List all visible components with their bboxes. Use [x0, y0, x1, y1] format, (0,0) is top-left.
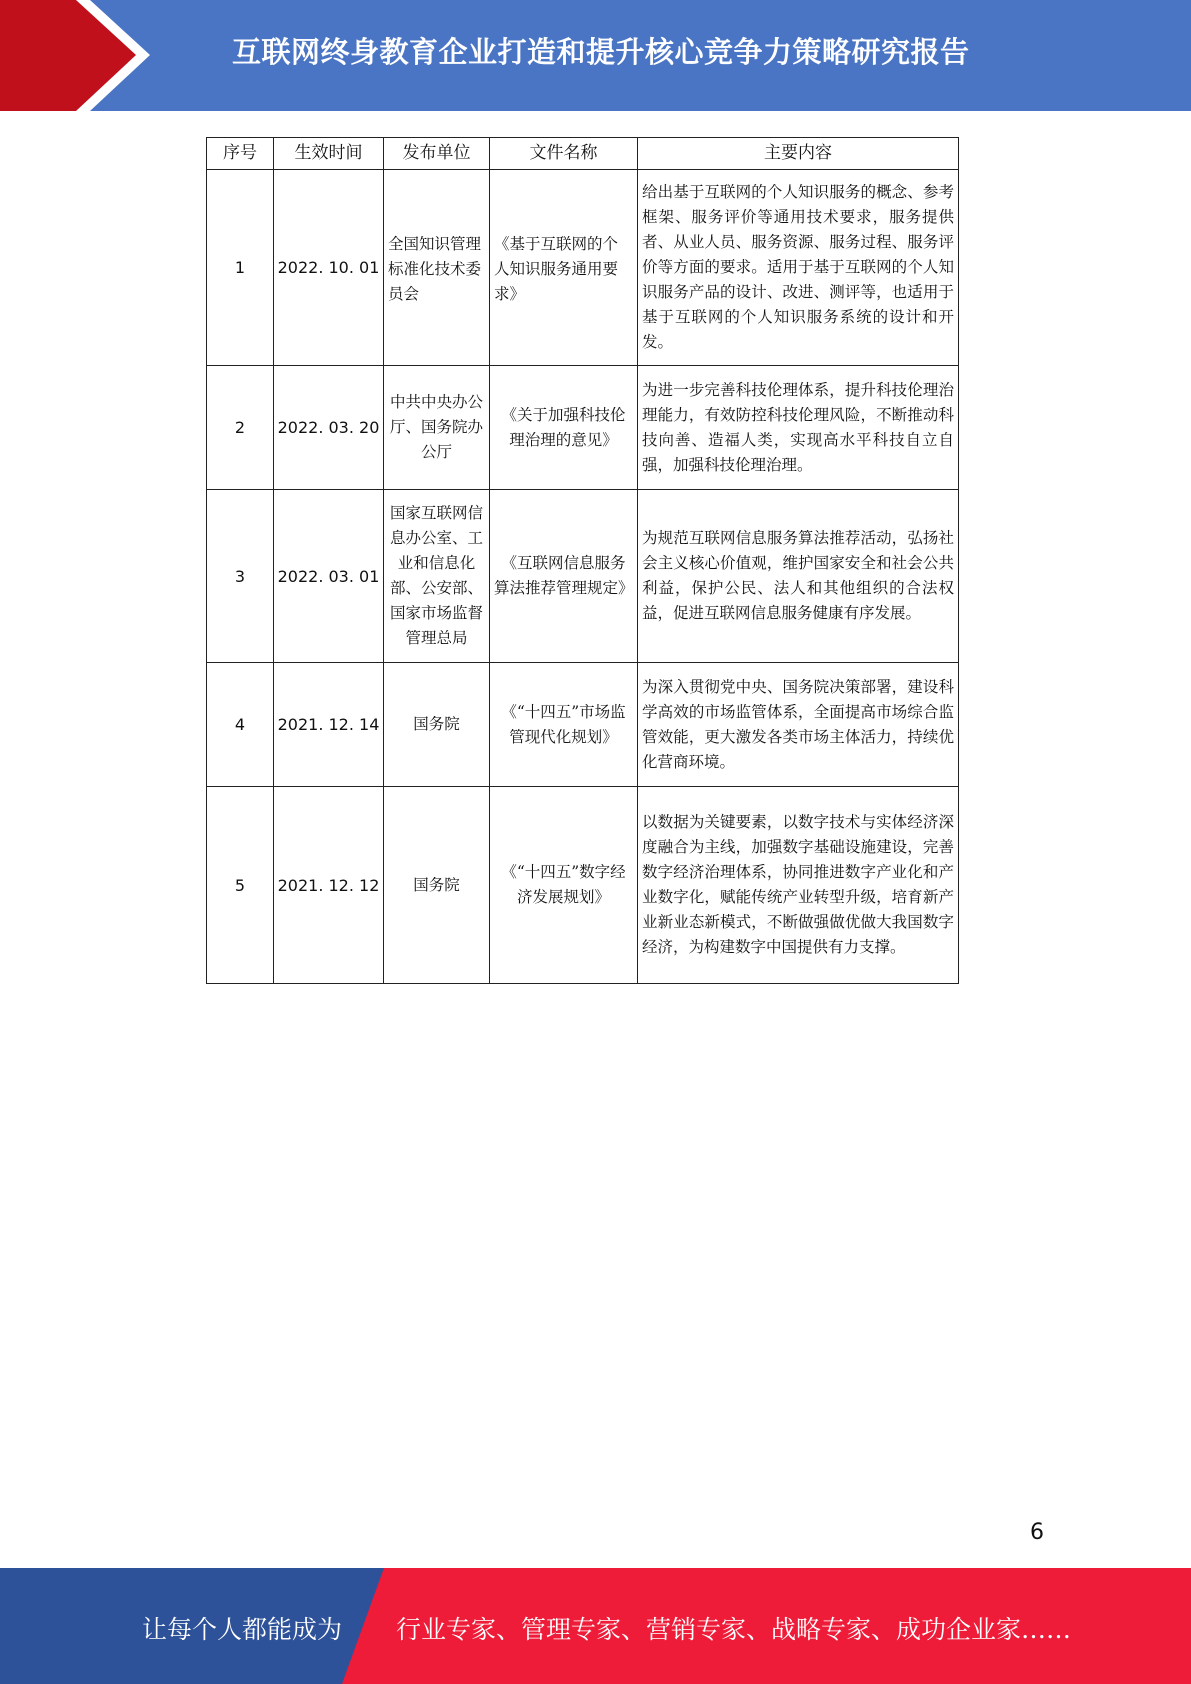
row-content: 给出基于互联网的个人知识服务的概念、参考框架、服务评价等通用技术要求，服务提供者、从业人员、服务资源、服务过程、服务评价等方面的要求。适用于基于互联网的个人知识服务产品的设计、改进、测评等，也适用于基于互联网的个人知识服务系统的设计和开发。	[638, 170, 959, 366]
row-content: 为规范互联网信息服务算法推荐活动，弘扬社会主义核心价值观，维护国家安全和社会公共利益，保护公民、法人和其他组织的合法权益，促进互联网信息服务健康有序发展。	[638, 490, 959, 663]
row-date: 2021. 12. 14	[274, 663, 384, 787]
page-number: 6	[1030, 1520, 1044, 1545]
row-doc-title: 《关于加强科技伦理治理的意见》	[490, 366, 638, 490]
report-title: 互联网终身教育企业打造和提升核心竞争力策略研究报告	[232, 35, 970, 69]
header-cell-no: 序号	[207, 138, 274, 170]
table-row	[207, 366, 959, 490]
row-number: 5	[207, 787, 274, 984]
row-doc-title: 《互联网信息服务算法推荐管理规定》	[490, 490, 638, 663]
table-row	[207, 170, 959, 366]
footer-slogan-left: 让每个人都能成为	[142, 1615, 343, 1644]
table-row	[207, 787, 959, 984]
row-issuer: 国务院	[384, 787, 490, 984]
header-cell-issuer: 发布单位	[384, 138, 490, 170]
row-number: 3	[207, 490, 274, 663]
row-issuer: 国家互联网信息办公室、工业和信息化部、公安部、国家市场监督管理总局	[384, 490, 490, 663]
row-content: 为深入贯彻党中央、国务院决策部署，建设科学高效的市场监管体系，全面提高市场综合监管效能，更大激发各类市场主体活力，持续优化营商环境。	[638, 663, 959, 787]
footer-slogan-right: 行业专家、管理专家、营销专家、战略专家、成功企业家……	[396, 1615, 1072, 1644]
header-cell-date: 生效时间	[274, 138, 384, 170]
header-cell-content: 主要内容	[638, 138, 959, 170]
row-issuer: 中共中央办公厅、国务院办公厅	[384, 366, 490, 490]
row-date: 2022. 10. 01	[274, 170, 384, 366]
row-number: 2	[207, 366, 274, 490]
table-row	[207, 490, 959, 663]
page-footer	[0, 1568, 1191, 1684]
row-number: 4	[207, 663, 274, 787]
page-header	[0, 0, 1191, 111]
row-content: 为进一步完善科技伦理体系，提升科技伦理治理能力，有效防控科技伦理风险，不断推动科技向善、造福人类，实现高水平科技自立自强，加强科技伦理治理。	[638, 366, 959, 490]
row-doc-title: 《“十四五”市场监管现代化规划》	[490, 663, 638, 787]
row-date: 2022. 03. 20	[274, 366, 384, 490]
row-date: 2022. 03. 01	[274, 490, 384, 663]
row-issuer: 国务院	[384, 663, 490, 787]
row-issuer: 全国知识管理标准化技术委员会	[384, 170, 490, 366]
row-doc-title: 《“十四五”数字经济发展规划》	[490, 787, 638, 984]
row-date: 2021. 12. 12	[274, 787, 384, 984]
row-doc-title: 《基于互联网的个人知识服务通用要求》	[490, 170, 638, 366]
table-row	[207, 663, 959, 787]
row-number: 1	[207, 170, 274, 366]
policy-table	[206, 137, 959, 984]
header-cell-doc: 文件名称	[490, 138, 638, 170]
header-chevron-decoration	[0, 0, 160, 111]
table-header-row	[207, 138, 959, 170]
row-content: 以数据为关键要素，以数字技术与实体经济深度融合为主线，加强数字基础设施建设，完善数字经济治理体系，协同推进数字产业化和产业数字化，赋能传统产业转型升级，培育新产业新业态新模式，不断做强做优做大我国数字经济，为构建数字中国提供有力支撑。	[638, 787, 959, 984]
